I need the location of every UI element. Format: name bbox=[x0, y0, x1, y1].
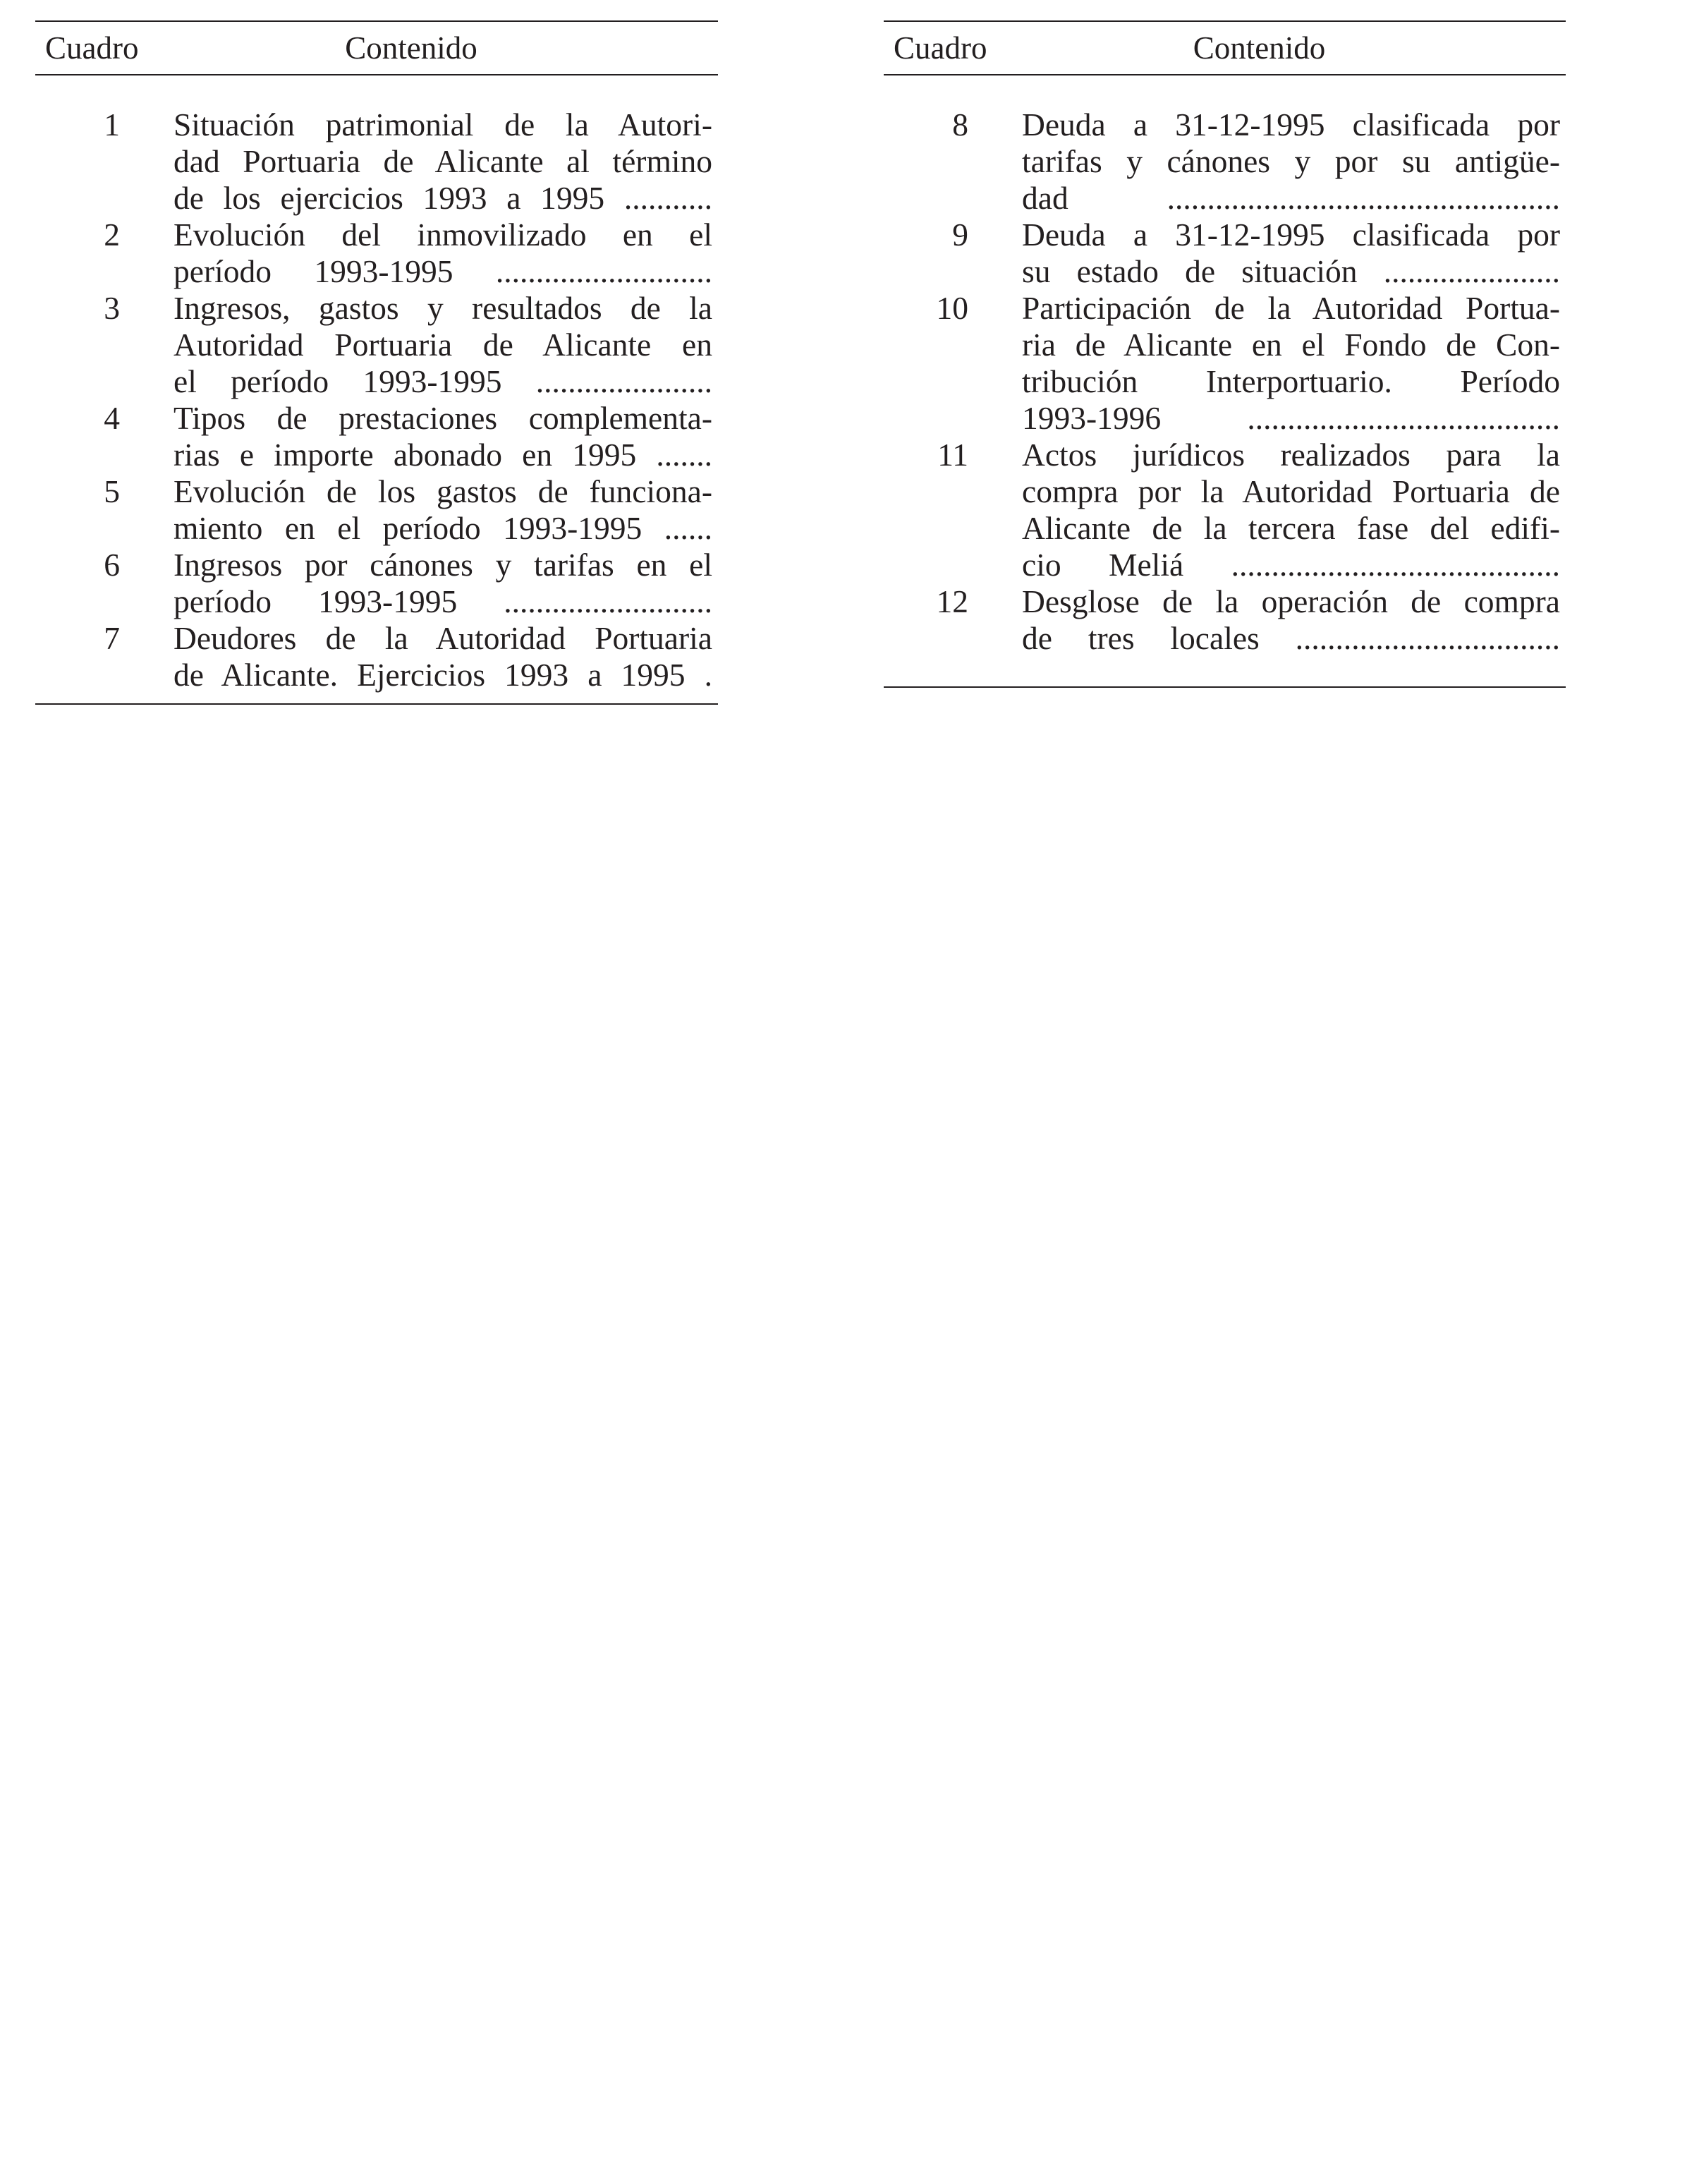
content-line: período 1993-1995 .......................... bbox=[173, 583, 712, 619]
index-table-left bbox=[35, 20, 718, 705]
content-line: ria de Alicante en el Fondo de Con- bbox=[1022, 327, 1560, 363]
content-line: Alicante de la tercera fase del edifi- bbox=[1022, 510, 1560, 546]
table-row bbox=[35, 290, 718, 400]
table-row bbox=[35, 400, 718, 473]
cuadro-number: 5 bbox=[104, 473, 120, 509]
cuadro-content bbox=[1022, 107, 1566, 217]
cuadro-content bbox=[1022, 217, 1566, 290]
content-line: Participación de la Autoridad Portua- bbox=[1022, 290, 1560, 326]
header-cuadro: Cuadro bbox=[45, 30, 139, 66]
header-cuadro: Cuadro bbox=[894, 30, 987, 66]
content-line: miento en el período 1993-1995 ...... bbox=[173, 510, 712, 546]
table-header bbox=[884, 22, 1566, 75]
content-line: su estado de situación ...................... bbox=[1022, 253, 1560, 289]
cuadro-number: 3 bbox=[104, 290, 120, 326]
content-line: Deuda a 31-12-1995 clasificada por bbox=[1022, 217, 1560, 253]
header-contenido: Contenido bbox=[1193, 30, 1326, 66]
content-line: de Alicante. Ejercicios 1993 a 1995 . bbox=[173, 657, 712, 693]
cuadro-content bbox=[1022, 437, 1566, 583]
content-line: dad ................................................. bbox=[1022, 180, 1560, 216]
table-row bbox=[35, 620, 718, 693]
cuadro-number: 6 bbox=[104, 547, 120, 583]
table-body bbox=[884, 75, 1566, 686]
content-line: rias e importe abonado en 1995 ....... bbox=[173, 437, 712, 473]
content-line: Desglose de la operación de compra bbox=[1022, 583, 1560, 619]
content-line: cio Meliá ......................................... bbox=[1022, 547, 1560, 583]
header-contenido: Contenido bbox=[345, 30, 477, 66]
cuadro-number: 7 bbox=[104, 620, 120, 656]
content-line: período 1993-1995 ........................... bbox=[173, 253, 712, 289]
content-line: Situación patrimonial de la Autori- bbox=[173, 107, 712, 142]
cuadro-number: 1 bbox=[104, 107, 120, 142]
cuadro-content bbox=[173, 473, 718, 547]
content-line: el período 1993-1995 ...................... bbox=[173, 363, 712, 399]
content-line: tarifas y cánones y por su antigüe- bbox=[1022, 143, 1560, 179]
content-line: Ingresos por cánones y tarifas en el bbox=[173, 547, 712, 583]
content-line: Actos jurídicos realizados para la bbox=[1022, 437, 1560, 473]
cuadro-content bbox=[1022, 290, 1566, 437]
content-line: tribución Interportuario. Período bbox=[1022, 363, 1560, 399]
table-row bbox=[884, 107, 1566, 217]
cuadro-content bbox=[173, 400, 718, 473]
table-header bbox=[35, 22, 718, 75]
content-line: 1993-1996 ....................................... bbox=[1022, 400, 1560, 436]
content-line: Evolución de los gastos de funciona- bbox=[173, 473, 712, 509]
cuadro-content bbox=[1022, 583, 1566, 657]
content-line: Evolución del inmovilizado en el bbox=[173, 217, 712, 253]
content-line: de tres locales ................................. bbox=[1022, 620, 1560, 656]
content-line: dad Portuaria de Alicante al término bbox=[173, 143, 712, 179]
content-line: Deuda a 31-12-1995 clasificada por bbox=[1022, 107, 1560, 142]
table-row bbox=[35, 473, 718, 547]
table-body bbox=[35, 75, 718, 703]
cuadro-number: 12 bbox=[936, 583, 968, 619]
cuadro-content bbox=[173, 547, 718, 620]
content-line: Autoridad Portuaria de Alicante en bbox=[173, 327, 712, 363]
table-row bbox=[35, 217, 718, 290]
content-line: Deudores de la Autoridad Portuaria bbox=[173, 620, 712, 656]
table-row bbox=[884, 290, 1566, 437]
content-line: compra por la Autoridad Portuaria de bbox=[1022, 473, 1560, 509]
cuadro-content bbox=[173, 290, 718, 400]
cuadro-number: 2 bbox=[104, 217, 120, 253]
table-row bbox=[35, 107, 718, 217]
cuadro-number: 9 bbox=[952, 217, 968, 253]
cuadro-number: 10 bbox=[936, 290, 968, 326]
table-row bbox=[884, 437, 1566, 583]
cuadro-number: 11 bbox=[937, 437, 968, 473]
content-line: Ingresos, gastos y resultados de la bbox=[173, 290, 712, 326]
content-line: Tipos de prestaciones complementa- bbox=[173, 400, 712, 436]
table-row bbox=[884, 217, 1566, 290]
cuadro-content bbox=[173, 217, 718, 290]
table-row bbox=[35, 547, 718, 620]
cuadro-content bbox=[173, 107, 718, 217]
table-row bbox=[884, 583, 1566, 657]
cuadro-number: 4 bbox=[104, 400, 120, 436]
content-line: de los ejercicios 1993 a 1995 ........... bbox=[173, 180, 712, 216]
cuadro-number: 8 bbox=[952, 107, 968, 142]
index-table-right bbox=[884, 20, 1566, 688]
cuadro-content bbox=[173, 620, 718, 693]
